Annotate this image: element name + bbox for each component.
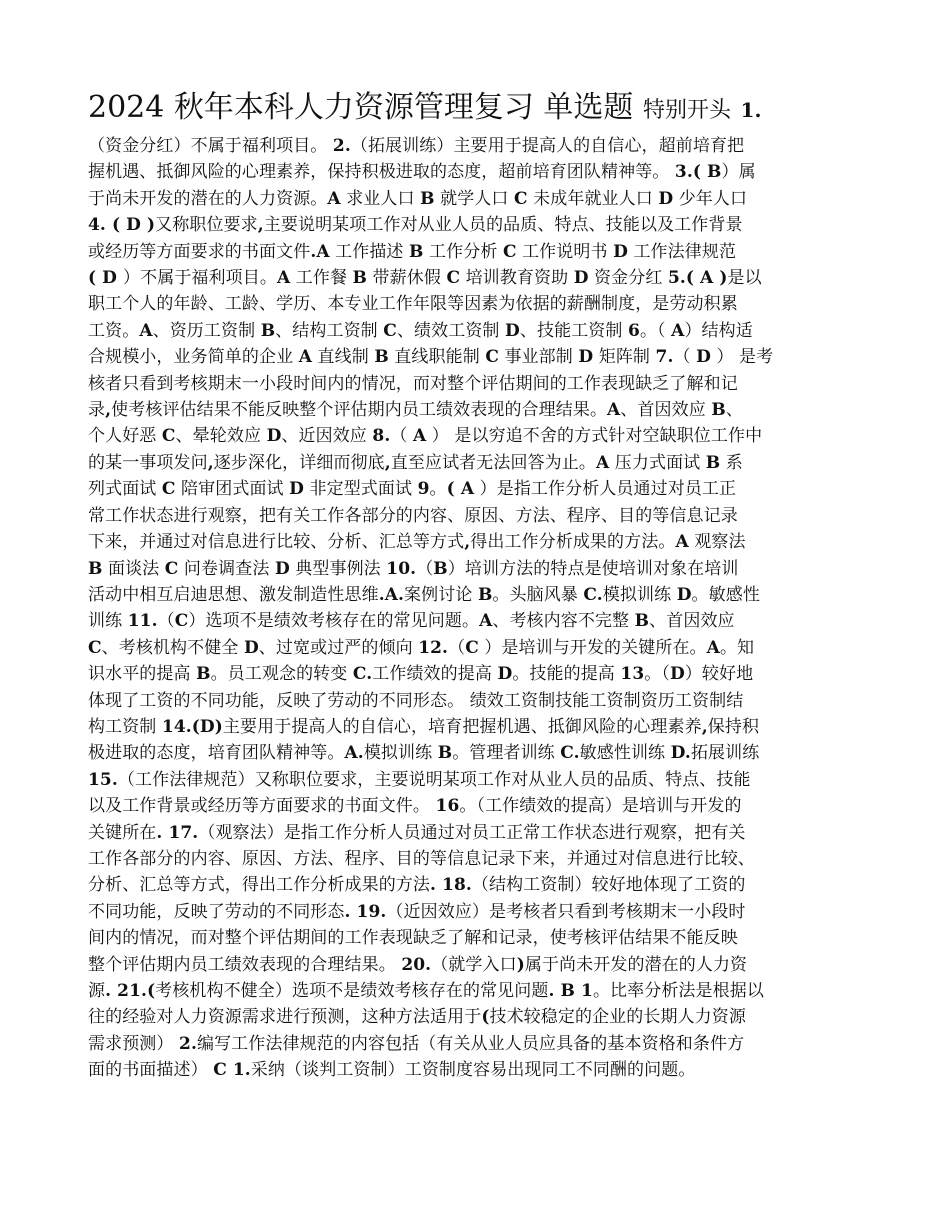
text-run: 录 [88, 400, 106, 421]
bold-run: C. [352, 664, 373, 685]
text-run: 问卷调查法 [178, 558, 275, 579]
bold-run: B [433, 558, 448, 579]
text-line [88, 318, 868, 344]
text-run: 案例讨论 [404, 584, 478, 605]
text-run: 事业部制 [498, 347, 579, 368]
heading-tag: 特别开头 [642, 98, 731, 123]
text-run: 求业人口 [340, 188, 421, 209]
text-run: ）选项不是绩效考核存在的常见问题。 [188, 611, 480, 632]
text-run: （结构工资制）较好地体现了工资的 [471, 875, 746, 896]
text-run: 源 [88, 981, 106, 1001]
text-run: 拓展训练 [690, 743, 760, 764]
text-line [88, 423, 868, 449]
text-run: 主要用于提高人的自信心，培育把握机遇、抵御风险的心理素养 [222, 716, 702, 737]
bold-run: ( [481, 1007, 490, 1028]
bold-run: C [161, 426, 176, 447]
text-line [88, 582, 868, 608]
text-line [88, 846, 868, 872]
text-run: 、晕轮效应 [175, 426, 267, 447]
text-run: 直至应试者无法回答为止。 [390, 452, 596, 473]
text-run: （ [673, 347, 697, 368]
text-line [88, 186, 868, 212]
document-page [88, 86, 868, 1084]
text-run: 就学人口 [434, 188, 515, 209]
text-run: 常工作状态进行观察，把有关工作各部分的内容、原因、方法、程序、目的等信息记录 [88, 505, 738, 526]
text-line [88, 239, 868, 265]
text-line [88, 133, 868, 159]
text-run: 、资历工资制 [152, 320, 261, 341]
text-line [88, 661, 868, 687]
bold-run: . 17. [156, 822, 199, 843]
text-line [88, 1031, 868, 1057]
text-run: （近因效应）是考核者只看到考核期末一小段时 [386, 901, 746, 922]
text-run: 又称职位要求 [155, 215, 258, 236]
text-run: 主要说明某项工作对从业人员的品质、特点、技能以及工作背景 [263, 215, 743, 236]
text-run: 带薪休假 [367, 268, 447, 289]
bold-run: C. [583, 584, 603, 605]
bold-run: . B 1 [548, 981, 593, 1001]
bold-run: D [289, 479, 304, 500]
bold-run: 13 [620, 664, 645, 685]
text-run: 。（工作绩效的提高）是培训与开发的 [459, 796, 742, 817]
text-run: 未成年就业人口 [527, 188, 659, 209]
bold-run: C [161, 479, 176, 500]
text-run: ）培训方法的特点是使培训对象在培训 [447, 558, 739, 579]
text-run: 培训教育资助 [460, 268, 574, 289]
bold-run: . 18. [430, 875, 472, 896]
text-run: 少年人口 [673, 188, 748, 209]
bold-run: C [514, 188, 528, 209]
text-run: 面谈法 [102, 558, 165, 579]
bold-run: C [485, 347, 499, 368]
text-run: 工资。 [88, 320, 140, 341]
text-run: 关键所在 [88, 822, 157, 843]
text-run: 是以 [727, 268, 762, 289]
text-run: 工作说明书 [516, 241, 614, 262]
text-run: ）不属于福利项目。 [123, 268, 277, 289]
bold-run: . 21.( [105, 981, 156, 1001]
text-line [88, 608, 868, 634]
text-run: 采纳（谈判工资制）工资制度容易出现同工不同酬的问题。 [250, 1060, 696, 1081]
text-line [88, 978, 868, 1004]
heading-title: 2024 秋年本科人力资源管理复习 单选题 [88, 90, 634, 125]
bold-run: D [505, 320, 520, 341]
text-run: 工作描述 [329, 241, 410, 262]
text-run: 于尚未开发的潜在的人力资源。 [88, 188, 328, 209]
text-run: 、技能工资制 [519, 320, 628, 341]
text-line [88, 291, 868, 317]
text-run: 。管理者训练 [452, 743, 561, 764]
text-run: ） 是考 [710, 347, 774, 368]
bold-run: A [479, 611, 493, 632]
text-run: （ [157, 611, 175, 632]
text-run: 。敏感性 [691, 584, 760, 605]
text-run: 属于尚未开发的潜在的人力资 [524, 954, 748, 975]
bold-run: B [352, 268, 368, 289]
text-run: 技术较稳定的企业的长期人力资源 [489, 1007, 746, 1028]
bold-run: D [274, 558, 290, 579]
text-run: 面的书面描述） [88, 1060, 214, 1081]
bold-run: . 19. [344, 901, 387, 922]
text-run: 系 [720, 452, 743, 473]
bold-run: A [298, 347, 313, 368]
text-run: 考核机构不健全）选项不是绩效考核存在的常见问题 [155, 981, 549, 1001]
text-line [88, 740, 868, 766]
text-run: 下来，并通过对信息进行比较、分析、汇总等方式 [88, 532, 465, 553]
text-run: 资金分红 [588, 268, 668, 289]
text-run: 核者只看到考核期末一小段时间内的情况，而对整个评估期间的工作表现缺乏了解和记 [88, 373, 738, 394]
text-run: 不同功能，反映了劳动的不同形态 [88, 901, 345, 922]
text-run: 逐步深化，详细而彻底 [213, 452, 385, 473]
text-line [88, 899, 868, 925]
text-line [88, 212, 868, 238]
bold-run: A [595, 452, 610, 473]
text-run: 构工资制 [88, 716, 162, 737]
bold-run: 3.( B [674, 162, 722, 183]
text-run: 工作各部分的内容、原因、方法、程序、目的等信息记录下来，并通过对信息进行比较、 [88, 848, 755, 869]
bold-run: , [207, 452, 214, 473]
bold-run: C. [560, 743, 580, 764]
text-run: 工作分析 [423, 241, 503, 262]
text-run: 训练 [88, 611, 128, 632]
text-run: 。知 [719, 637, 755, 658]
heading-number: 1. [740, 98, 762, 122]
text-run: 合规模小，业务简单的企业 [88, 347, 299, 368]
bold-run: C [174, 611, 189, 632]
bold-run: 10. [386, 558, 417, 579]
bold-run: 16 [435, 796, 460, 817]
text-run: 。技能的提高 [512, 664, 621, 685]
document-body [88, 133, 868, 1084]
text-line [88, 344, 868, 370]
text-line [88, 265, 868, 291]
bold-run: A [671, 320, 685, 341]
text-line [88, 1004, 868, 1030]
text-run: （观察法）是指工作分析人员通过对员工正常工作状态进行观察，把有关 [198, 822, 746, 843]
bold-run: A [139, 320, 153, 341]
text-run: 间内的情况，而对整个评估期间的工作表现缺乏了解和记录，使考核评估结果不能反映 [88, 928, 738, 949]
text-run: 。员工观念的转变 [210, 664, 353, 685]
text-run: 。头脑风暴 [492, 584, 584, 605]
text-run: 使考核评估结果不能反映整个评估期内员工绩效表现的合理结果。 [111, 400, 608, 421]
text-run: （资金分红）不属于福利项目。 [88, 136, 333, 156]
text-run: 分析、汇总等方式，得出工作分析成果的方法 [88, 875, 430, 896]
bold-run: 15. [88, 769, 118, 790]
text-run: 握机遇、抵御风险的心理素养，保持积极进取的态度，超前培育团队精神等。 [88, 162, 675, 183]
bold-run: ( D [88, 268, 124, 289]
text-line [88, 529, 868, 555]
text-run: 活动中相互启迪思想、激发制造性思维 [88, 584, 379, 605]
text-run: 矩阵制 [593, 347, 656, 368]
text-run: 敏感性训练 [579, 743, 671, 764]
bold-run: B [705, 452, 721, 473]
text-run: ） 是以穷追不舍的方式针对空缺职位工作中 [426, 426, 763, 447]
bold-run: D [578, 347, 594, 368]
bold-run: C [88, 637, 102, 658]
bold-run: B [88, 558, 103, 579]
text-line [88, 767, 868, 793]
bold-run: 2. [179, 1033, 197, 1054]
text-run: 体现了工资的不同功能，反映了劳动的不同形态。 绩效工资制技能工资制资历工资制结 [88, 690, 744, 711]
text-line [88, 503, 868, 529]
text-run: 列式面试 [88, 479, 162, 500]
text-line [88, 371, 868, 397]
text-run: 、首因效应 [649, 611, 735, 632]
text-run: （工作法律规范）又称职位要求，主要说明某项工作对从业人员的品质、特点、技能 [117, 769, 751, 790]
text-run: 直线制 [312, 347, 375, 368]
text-run: 往的经验对人力资源需求进行预测，这种方法适用于 [88, 1007, 482, 1028]
text-run: 职工个人的年龄、工龄、学历、本专业工作年限等因素为依据的薪酬制度，是劳动积累 [88, 294, 738, 315]
text-run: 、首因效应 [620, 400, 712, 421]
bold-run: B [420, 188, 435, 209]
bold-run: A [327, 188, 341, 209]
bold-run: C [465, 637, 479, 658]
text-run: 工作餐 [290, 268, 353, 289]
text-run: 、结构工资制 [275, 320, 384, 341]
text-run: 识水平的提高 [88, 664, 197, 685]
bold-run: , [105, 400, 112, 421]
bold-run: B [260, 320, 276, 341]
bold-run: B [196, 664, 211, 685]
text-run: 、近因效应 [281, 426, 373, 447]
text-run: 保持积 [707, 716, 760, 737]
bold-run: D [497, 664, 513, 685]
text-line [88, 952, 868, 978]
bold-run: 12. [418, 637, 449, 658]
text-run: ）结构适 [684, 320, 753, 341]
text-run: 观察法 [688, 532, 746, 553]
text-run: 工作法律规范 [627, 241, 737, 262]
bold-run: 2. [332, 136, 351, 156]
text-run: ）是培训与开发的关键所在。 [478, 637, 707, 658]
bold-run: D [266, 426, 282, 447]
text-run: 或经历等方面要求的书面文件 [88, 241, 311, 262]
bold-run: A [675, 532, 689, 553]
text-run: 、考核机构不健全 [101, 637, 244, 658]
bold-run: D. [670, 743, 691, 764]
bold-run: B [477, 584, 493, 605]
bold-run: 7. [655, 347, 674, 368]
text-run: 直线职能制 [388, 347, 486, 368]
text-run: 模拟训练 [363, 743, 438, 764]
text-run: 。比率分析法是根据以 [592, 981, 764, 1001]
bold-run: , [384, 452, 391, 473]
bold-run: 11. [127, 611, 158, 632]
text-run: 陪审团式面试 [175, 479, 290, 500]
text-run: ）属 [721, 162, 756, 183]
text-run: （ [448, 637, 466, 658]
text-run: 极进取的态度，培育团队精神等。 [88, 743, 345, 764]
text-line [88, 820, 868, 846]
text-line [88, 159, 868, 185]
text-line [88, 397, 868, 423]
bold-run: D [669, 664, 685, 685]
text-run: 工作绩效的提高 [372, 664, 498, 685]
text-line [88, 872, 868, 898]
bold-run: C 1. [213, 1060, 251, 1081]
text-line [88, 714, 868, 740]
bold-run: .A. [378, 584, 405, 605]
bold-run: B [437, 743, 453, 764]
text-run: （ [416, 558, 434, 579]
text-run: 、 [725, 400, 743, 421]
bold-run: B [374, 347, 389, 368]
bold-run: B [634, 611, 650, 632]
bold-run: D [696, 347, 711, 368]
text-run: 、考核内容不完整 [492, 611, 635, 632]
text-run: （拓展训练）主要用于提高人的自信心，超前培育把 [350, 136, 745, 156]
bold-run: 20. [401, 954, 432, 975]
bold-run: , [701, 716, 708, 737]
bold-run: 5.( A ) [667, 268, 728, 289]
bold-run: D [613, 241, 628, 262]
document-heading [88, 86, 868, 133]
bold-run: .A [310, 241, 330, 262]
bold-run: C [502, 241, 517, 262]
bold-run: 9 [417, 479, 430, 500]
bold-run: 4. ( D ) [88, 215, 156, 236]
text-run: 。 [429, 479, 447, 500]
text-run: 得出工作分析成果的方法。 [470, 532, 676, 553]
bold-run: 6 [628, 320, 640, 341]
bold-run: A [607, 400, 621, 421]
bold-run: B [711, 400, 726, 421]
text-run: 典型事例法 [289, 558, 387, 579]
bold-run: D [658, 188, 674, 209]
bold-run: 14.(D) [161, 716, 223, 737]
bold-run: ( A [446, 479, 475, 500]
text-run: 个人好恶 [88, 426, 162, 447]
bold-run: D [243, 637, 259, 658]
text-line [88, 635, 868, 661]
bold-run: ) [516, 954, 525, 975]
bold-run: B [409, 241, 424, 262]
text-run: 的某一事项发问 [88, 452, 208, 473]
text-line [88, 688, 868, 714]
text-run: ）是指工作分析人员通过对员工正 [474, 479, 737, 500]
text-run: 整个评估期内员工绩效表现的合理结果。 [88, 954, 402, 975]
text-run: 、绩效工资制 [396, 320, 506, 341]
bold-run: D [676, 584, 692, 605]
bold-run: A [412, 426, 427, 447]
text-run: ）较好地 [684, 664, 754, 685]
text-line [88, 925, 868, 951]
bold-run: A [706, 637, 720, 658]
text-line [88, 476, 868, 502]
bold-run: , [464, 532, 471, 553]
text-run: 模拟训练 [602, 584, 677, 605]
text-run: 非定型式面试 [304, 479, 418, 500]
text-line [88, 450, 868, 476]
bold-run: C [164, 558, 179, 579]
text-run: （就学入口 [431, 954, 517, 975]
text-line [88, 793, 868, 819]
text-run: 需求预测） [88, 1033, 180, 1054]
bold-run: 8. [372, 426, 391, 447]
text-run: 以及工作背景或经历等方面要求的书面文件。 [88, 796, 436, 817]
text-line [88, 556, 868, 582]
text-run: （ [390, 426, 413, 447]
bold-run: C [446, 268, 461, 289]
text-run: 、过宽或过严的倾向 [258, 637, 419, 658]
bold-run: D [573, 268, 589, 289]
text-run: 。（ [639, 320, 672, 341]
text-run: 编写工作法律规范的内容包括（有关从业人员应具备的基本资格和条件方 [196, 1033, 745, 1054]
text-line [88, 1057, 868, 1083]
bold-run: A. [344, 743, 364, 764]
text-run: 。（ [644, 664, 670, 685]
bold-run: , [257, 215, 264, 236]
bold-run: C [383, 320, 397, 341]
text-run: 压力式面试 [609, 452, 706, 473]
bold-run: A [276, 268, 291, 289]
